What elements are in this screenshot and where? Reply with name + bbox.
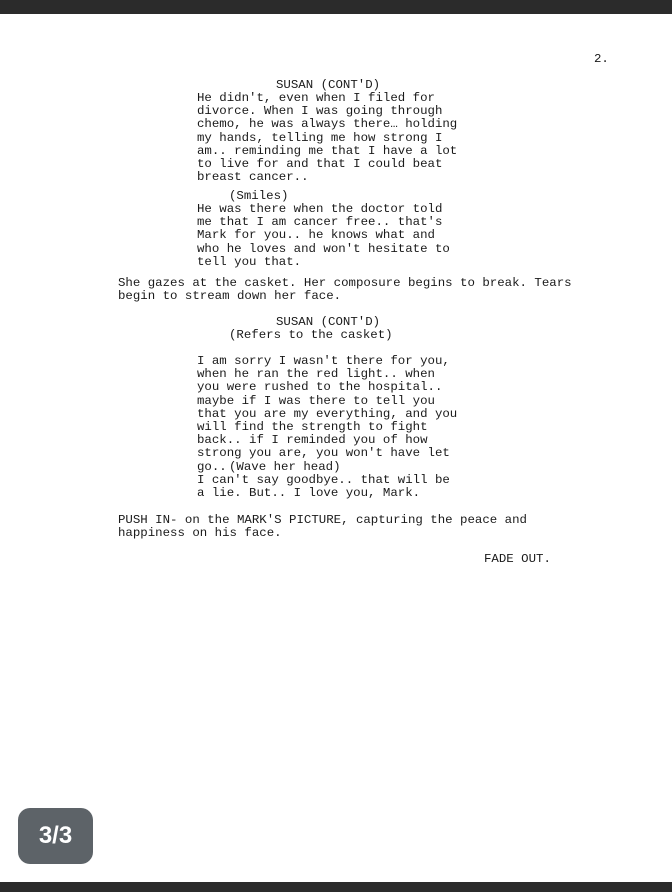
dialogue-line: I am sorry I wasn't there for you, <box>197 354 450 368</box>
dialogue-block <box>197 355 457 474</box>
dialogue-line: back.. if I reminded you of how <box>197 433 428 448</box>
action-block <box>118 514 527 540</box>
dialogue-line: will find the strength to fight <box>197 420 428 435</box>
action-line: begin to stream down her face. <box>118 289 342 304</box>
parenthetical: (Smiles) <box>229 189 289 203</box>
parenthetical: (Refers to the casket) <box>229 328 393 342</box>
dialogue-line: when he ran the red light.. when <box>197 367 435 382</box>
action-line: She gazes at the casket. Her composure begins to break. Tears <box>118 276 572 290</box>
page-number: 2. <box>594 52 609 66</box>
top-bar <box>0 0 672 14</box>
dialogue-line: am.. reminding me that I have a lot <box>197 143 458 158</box>
dialogue-line: who he loves and won't hesitate to <box>197 241 450 256</box>
dialogue-block <box>197 474 450 500</box>
action-line: PUSH IN- on the MARK'S PICTURE, capturing the peace and <box>118 513 527 527</box>
screenplay-page <box>0 14 672 882</box>
dialogue-line: a lie. But.. I love you, Mark. <box>197 486 421 501</box>
bottom-bar <box>0 882 672 892</box>
dialogue-line: tell you that. <box>197 254 302 269</box>
action-block <box>118 277 572 303</box>
dialogue-line: I can't say goodbye.. that will be <box>197 473 450 487</box>
dialogue-line: He was there when the doctor told <box>197 202 443 216</box>
dialogue-line: Mark for you.. he knows what and <box>197 228 435 243</box>
transition: FADE OUT. <box>484 552 551 566</box>
dialogue-line: chemo, he was always there… holding <box>197 117 458 132</box>
dialogue-line: breast cancer.. <box>197 170 309 185</box>
page-indicator-badge[interactable]: 3/3 <box>18 808 93 864</box>
dialogue-block <box>197 92 457 184</box>
dialogue-line: maybe if I was there to tell you <box>197 393 435 408</box>
parenthetical: (Wave her head) <box>229 460 341 474</box>
dialogue-line: strong you are, you won't have let <box>197 446 450 461</box>
dialogue-line: me that I am cancer free.. that's <box>197 215 443 230</box>
dialogue-line: go.. <box>197 459 227 474</box>
action-line: happiness on his face. <box>118 526 282 541</box>
dialogue-line: He didn't, even when I filed for <box>197 91 435 105</box>
character-cue: SUSAN (CONT'D) <box>276 78 381 92</box>
dialogue-line: that you are my everything, and you <box>197 406 458 421</box>
dialogue-line: you were rushed to the hospital.. <box>197 380 443 395</box>
character-cue: SUSAN (CONT'D) <box>276 315 381 329</box>
dialogue-line: to live for and that I could beat <box>197 157 443 172</box>
dialogue-block <box>197 203 450 269</box>
dialogue-line: divorce. When I was going through <box>197 104 443 119</box>
dialogue-line: my hands, telling me how strong I <box>197 130 443 145</box>
